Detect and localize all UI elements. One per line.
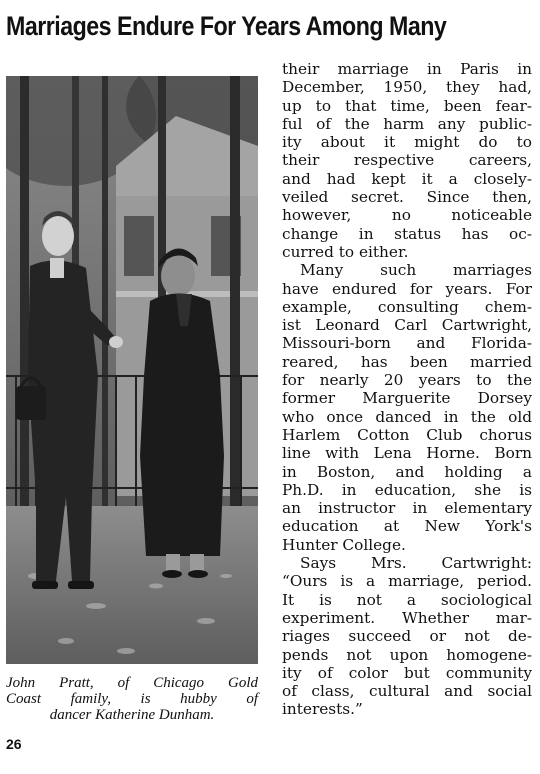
text-line: interests.” (282, 700, 363, 719)
text-line: example, consulting chem- (282, 297, 532, 316)
text-line: up to that time, been fear- (282, 96, 532, 115)
text-line: Many such marriages (300, 261, 532, 280)
text-line: an instructor in elementary (282, 499, 532, 518)
text-line: ity about it might do to (282, 133, 532, 152)
text-line: however, no noticeable (282, 206, 532, 225)
text-line: education at New York's (282, 517, 532, 536)
text-line: Ph.D. in education, she is (282, 480, 532, 499)
text-line: in Boston, and holding a (282, 462, 532, 481)
article-paragraph (282, 554, 532, 719)
article-paragraph (282, 60, 532, 261)
article-column (282, 60, 532, 719)
text-line: veiled secret. Since then, (282, 188, 532, 207)
text-line: ist Leonard Carl Cartwright, (282, 316, 532, 335)
text-line: experiment. Whether mar- (282, 608, 532, 627)
text-line: curred to either. (282, 242, 409, 261)
text-line: Hunter College. (282, 535, 406, 554)
caption-line: John Pratt, of Chicago Gold (6, 675, 258, 691)
text-line: Missouri-born and Florida- (282, 334, 532, 353)
text-line: line with Lena Horne. Born (282, 444, 532, 463)
text-line: pends not upon homogene- (282, 645, 532, 664)
text-line: Says Mrs. Cartwright: (300, 554, 532, 573)
text-line: their respective careers, (282, 151, 532, 170)
page-number: 26 (6, 736, 22, 752)
text-line: have endured for years. For (282, 279, 532, 298)
text-line: who once danced in the old (282, 407, 532, 426)
text-line: change in status has oc- (282, 224, 532, 243)
article-photo (6, 76, 258, 664)
text-line: for nearly 20 years to the (282, 371, 532, 390)
photo-caption (6, 675, 258, 723)
caption-line: dancer Katherine Dunham. (49, 707, 215, 723)
text-line: former Marguerite Dorsey (282, 389, 532, 408)
text-line: Harlem Cotton Club chorus (282, 425, 532, 444)
text-line: and had kept it a closely- (282, 169, 532, 188)
article-paragraph (282, 261, 532, 554)
headline: Marriages Endure For Years Among Many (6, 11, 447, 41)
text-line: It is not a sociological (282, 590, 532, 609)
text-line: reared, has been married (282, 352, 532, 371)
text-line: of class, cultural and social (282, 682, 532, 701)
caption-line: Coast family, is hubby of (6, 691, 258, 707)
text-line: ity of color but community (282, 663, 532, 682)
text-line: “Ours is a marriage, period. (282, 572, 532, 591)
text-line: riages succeed or not de- (282, 627, 532, 646)
text-line: their marriage in Paris in (282, 60, 532, 78)
text-line: December, 1950, they had, (282, 78, 532, 97)
text-line: ful of the harm any public- (282, 114, 532, 133)
